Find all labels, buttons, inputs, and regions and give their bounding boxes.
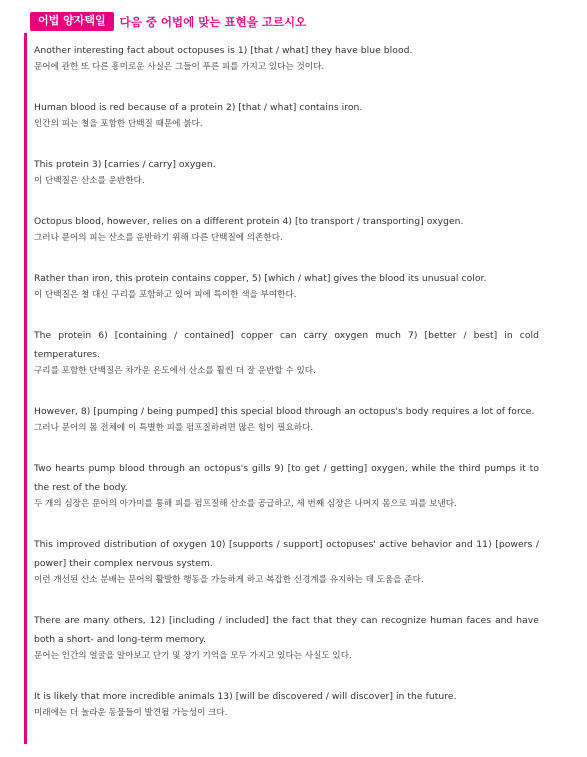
- korean-translation: 그러나 문어의 피는 산소를 운반하기 위해 다른 단백질에 의존한다.: [34, 233, 283, 243]
- korean-translation: 두 개의 심장은 문어의 아가미를 통해 피를 펌프질해 산소를 공급하고, 세 번째 심장은 나머지 몸으로 피를 보낸다.: [34, 499, 457, 509]
- korean-translation: 이 단백질은 철 대신 구리를 포함하고 있어 피에 특이한 색을 부여한다.: [34, 290, 297, 300]
- english-sentence: There are many others, 12) [including / included] the fact that they can recognize human faces and have both a short- and long-term memory.: [34, 615, 539, 645]
- exercise-body: [24, 33, 539, 744]
- english-sentence: Two hearts pump blood through an octopus's gills 9) [to get / getting] oxygen, while the third pumps it to the rest of the body.: [34, 463, 539, 493]
- item-8: [34, 459, 539, 511]
- english-sentence: However, 8) [pumping / being pumped] this special blood through an octopus's body requires a lot of force.: [34, 406, 535, 417]
- korean-translation: 미래에는 더 놀라운 동물들이 발견될 가능성이 크다.: [34, 708, 228, 718]
- english-sentence: Human blood is red because of a protein 2) [that / what] contains iron.: [34, 102, 363, 113]
- item-1: [34, 41, 539, 74]
- english-sentence: Another interesting fact about octopuses is 1) [that / what] they have blue blood.: [34, 45, 413, 56]
- item-2: [34, 98, 539, 131]
- korean-translation: 구리를 포함한 단백질은 차가운 온도에서 산소를 훨씬 더 잘 운반할 수 있다.: [34, 366, 316, 376]
- english-sentence: Rather than iron, this protein contains copper, 5) [which / what] gives the blood its unusual color.: [34, 273, 487, 284]
- english-sentence: The protein 6) [containing / contained] copper can carry oxygen much 7) [better / best] in cold temperatures.: [34, 330, 539, 360]
- english-sentence: This protein 3) [carries / carry] oxygen.: [34, 159, 216, 170]
- item-6: [34, 326, 539, 378]
- english-sentence: Octopus blood, however, relies on a different protein 4) [to transport / transporting] oxygen.: [34, 216, 464, 227]
- korean-translation: 이런 개선된 산소 분배는 문어의 활발한 행동을 가능하게 하고 복잡한 신경계를 유지하는 데 도움을 준다.: [34, 575, 424, 585]
- english-sentence: This improved distribution of oxygen 10) [supports / support] octopuses' active behavior and 11) [powers / power] their complex nervous system.: [34, 539, 539, 569]
- item-11: [34, 687, 539, 720]
- item-9: [34, 535, 539, 587]
- korean-translation: 그러나 문어의 몸 전체에 이 특별한 피를 펌프질하려면 많은 힘이 필요하다.: [34, 423, 314, 433]
- item-3: [34, 155, 539, 188]
- item-7: [34, 402, 539, 435]
- section-badge: 어법 양자택일: [30, 12, 114, 31]
- korean-translation: 문어는 인간의 얼굴을 알아보고 단기 및 장기 기억을 모두 가지고 있다는 사실도 있다.: [34, 651, 352, 661]
- korean-translation: 인간의 피는 철을 포함한 단백질 때문에 붉다.: [34, 119, 203, 129]
- korean-translation: 이 단백질은 산소를 운반한다.: [34, 176, 145, 186]
- english-sentence: It is likely that more incredible animals 13) [will be discovered / will discover] in the future.: [34, 691, 457, 702]
- item-10: [34, 611, 539, 663]
- instruction-text: 다음 중 어법에 맞는 표현을 고르시오: [119, 14, 307, 29]
- item-4: [34, 212, 539, 245]
- korean-translation: 문어에 관한 또 다른 흥미로운 사실은 그들이 푸른 피를 가지고 있다는 것이다.: [34, 62, 325, 72]
- item-5: [34, 269, 539, 302]
- header: [30, 12, 306, 31]
